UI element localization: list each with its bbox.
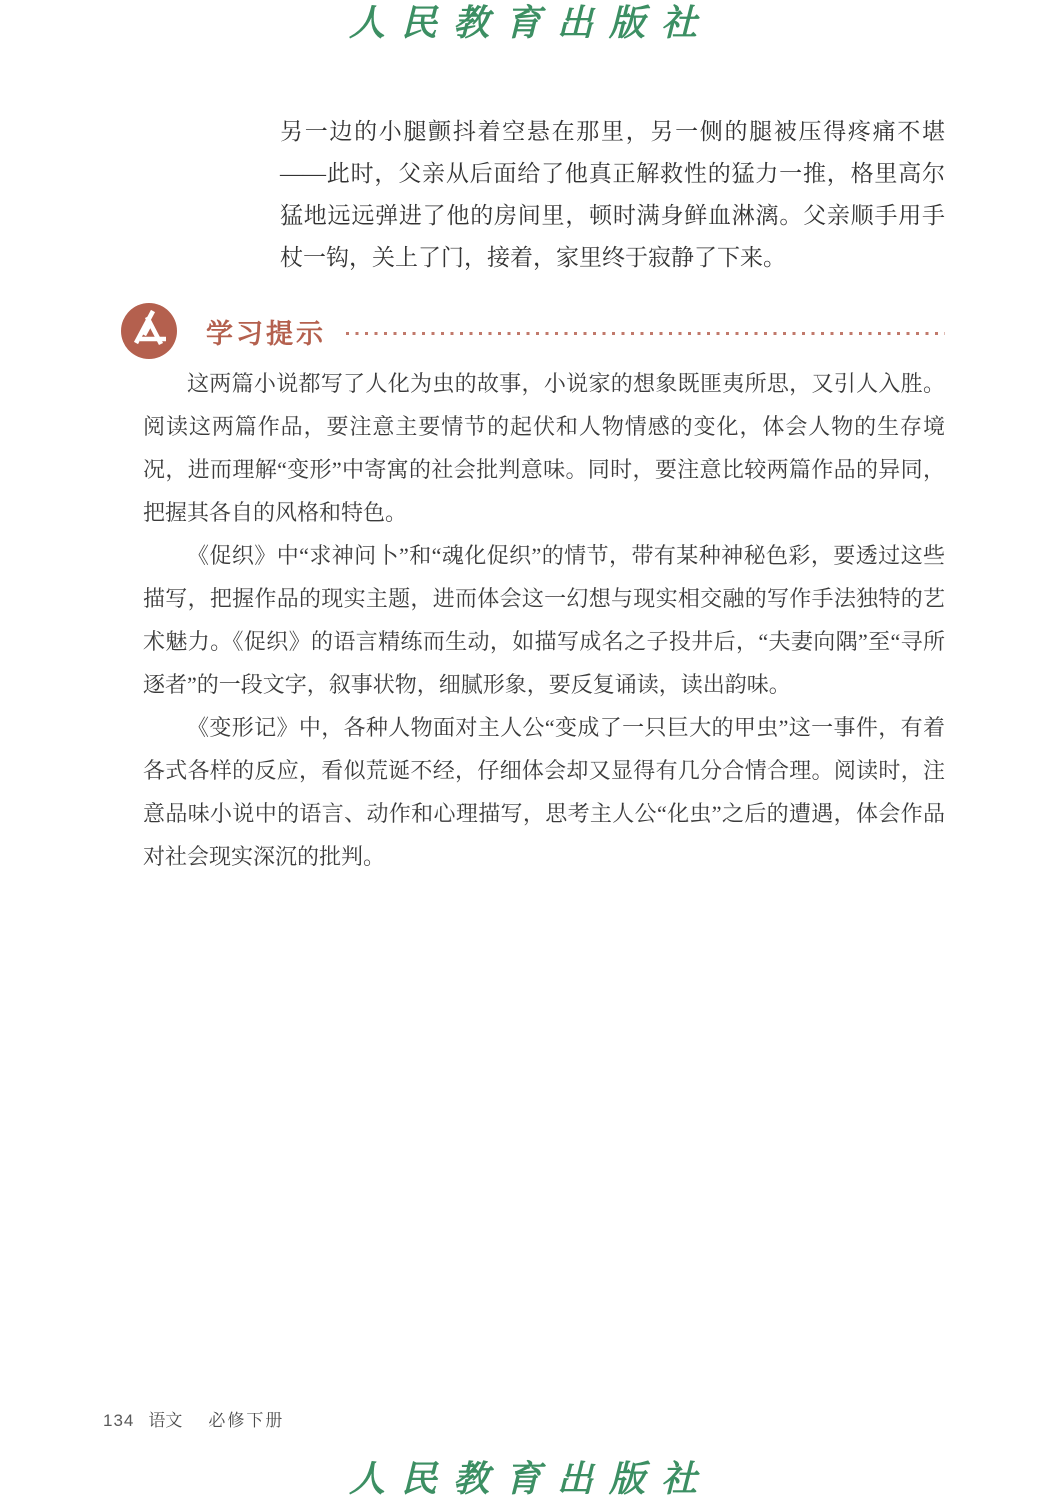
story-excerpt-paragraph: 另一边的小腿颤抖着空悬在那里，另一侧的腿被压得疼痛不堪——此时，父亲从后面给了他真正解救性的猛力一推，格里高尔猛地远远弹进了他的房间里，顿时满身鲜血淋漓。父亲顺手用手杖一钩，关上了门，接着，家里终于寂静了下来。 bbox=[280, 119, 945, 270]
pep-emblem-icon bbox=[120, 302, 178, 360]
study-tips-title: 学习提示 bbox=[206, 318, 326, 349]
page-number: 134 bbox=[103, 1411, 135, 1430]
footer-subject: 语文 bbox=[148, 1411, 183, 1430]
study-tips-paragraph: 《促织》中“求神问卜”和“魂化促织”的情节，带有某种神秘色彩，要透过这些描写，把握作品的现实主题，进而体会这一幻想与现实相交融的写作手法独特的艺术魅力。《促织》的语言精练而生动，如描写成名之子投井后，“夫妻向隅”至“寻所逐者”的一段文字，叙事状物，细腻形象，要反复诵读，读出韵味。 bbox=[143, 543, 945, 697]
page-footer bbox=[103, 1406, 284, 1431]
dotted-divider bbox=[346, 332, 945, 335]
publisher-logo-top: 人民教育出版社 bbox=[348, 2, 713, 44]
study-tips-header bbox=[120, 301, 945, 361]
study-tips-paragraph: 这两篇小说都写了人化为虫的故事，小说家的想象既匪夷所思，又引人入胜。阅读这两篇作品，要注意主要情节的起伏和人物情感的变化，体会人物的生存境况，进而理解“变形”中寄寓的社会批判意味。同时，要注意比较两篇作品的异同，把握其各自的风格和特色。 bbox=[143, 371, 945, 525]
study-tips-body bbox=[143, 362, 945, 878]
study-tips-paragraph: 《变形记》中，各种人物面对主人公“变成了一只巨大的甲虫”这一事件，有着各式各样的反应，看似荒诞不经，仔细体会却又显得有几分合情合理。阅读时，注意品味小说中的语言、动作和心理描写，思考主人公“化虫”之后的遭遇，体会作品对社会现实深沉的批判。 bbox=[143, 715, 945, 869]
footer-volume: 必修下册 bbox=[208, 1411, 285, 1430]
publisher-logo-bottom: 人民教育出版社 bbox=[348, 1458, 713, 1500]
